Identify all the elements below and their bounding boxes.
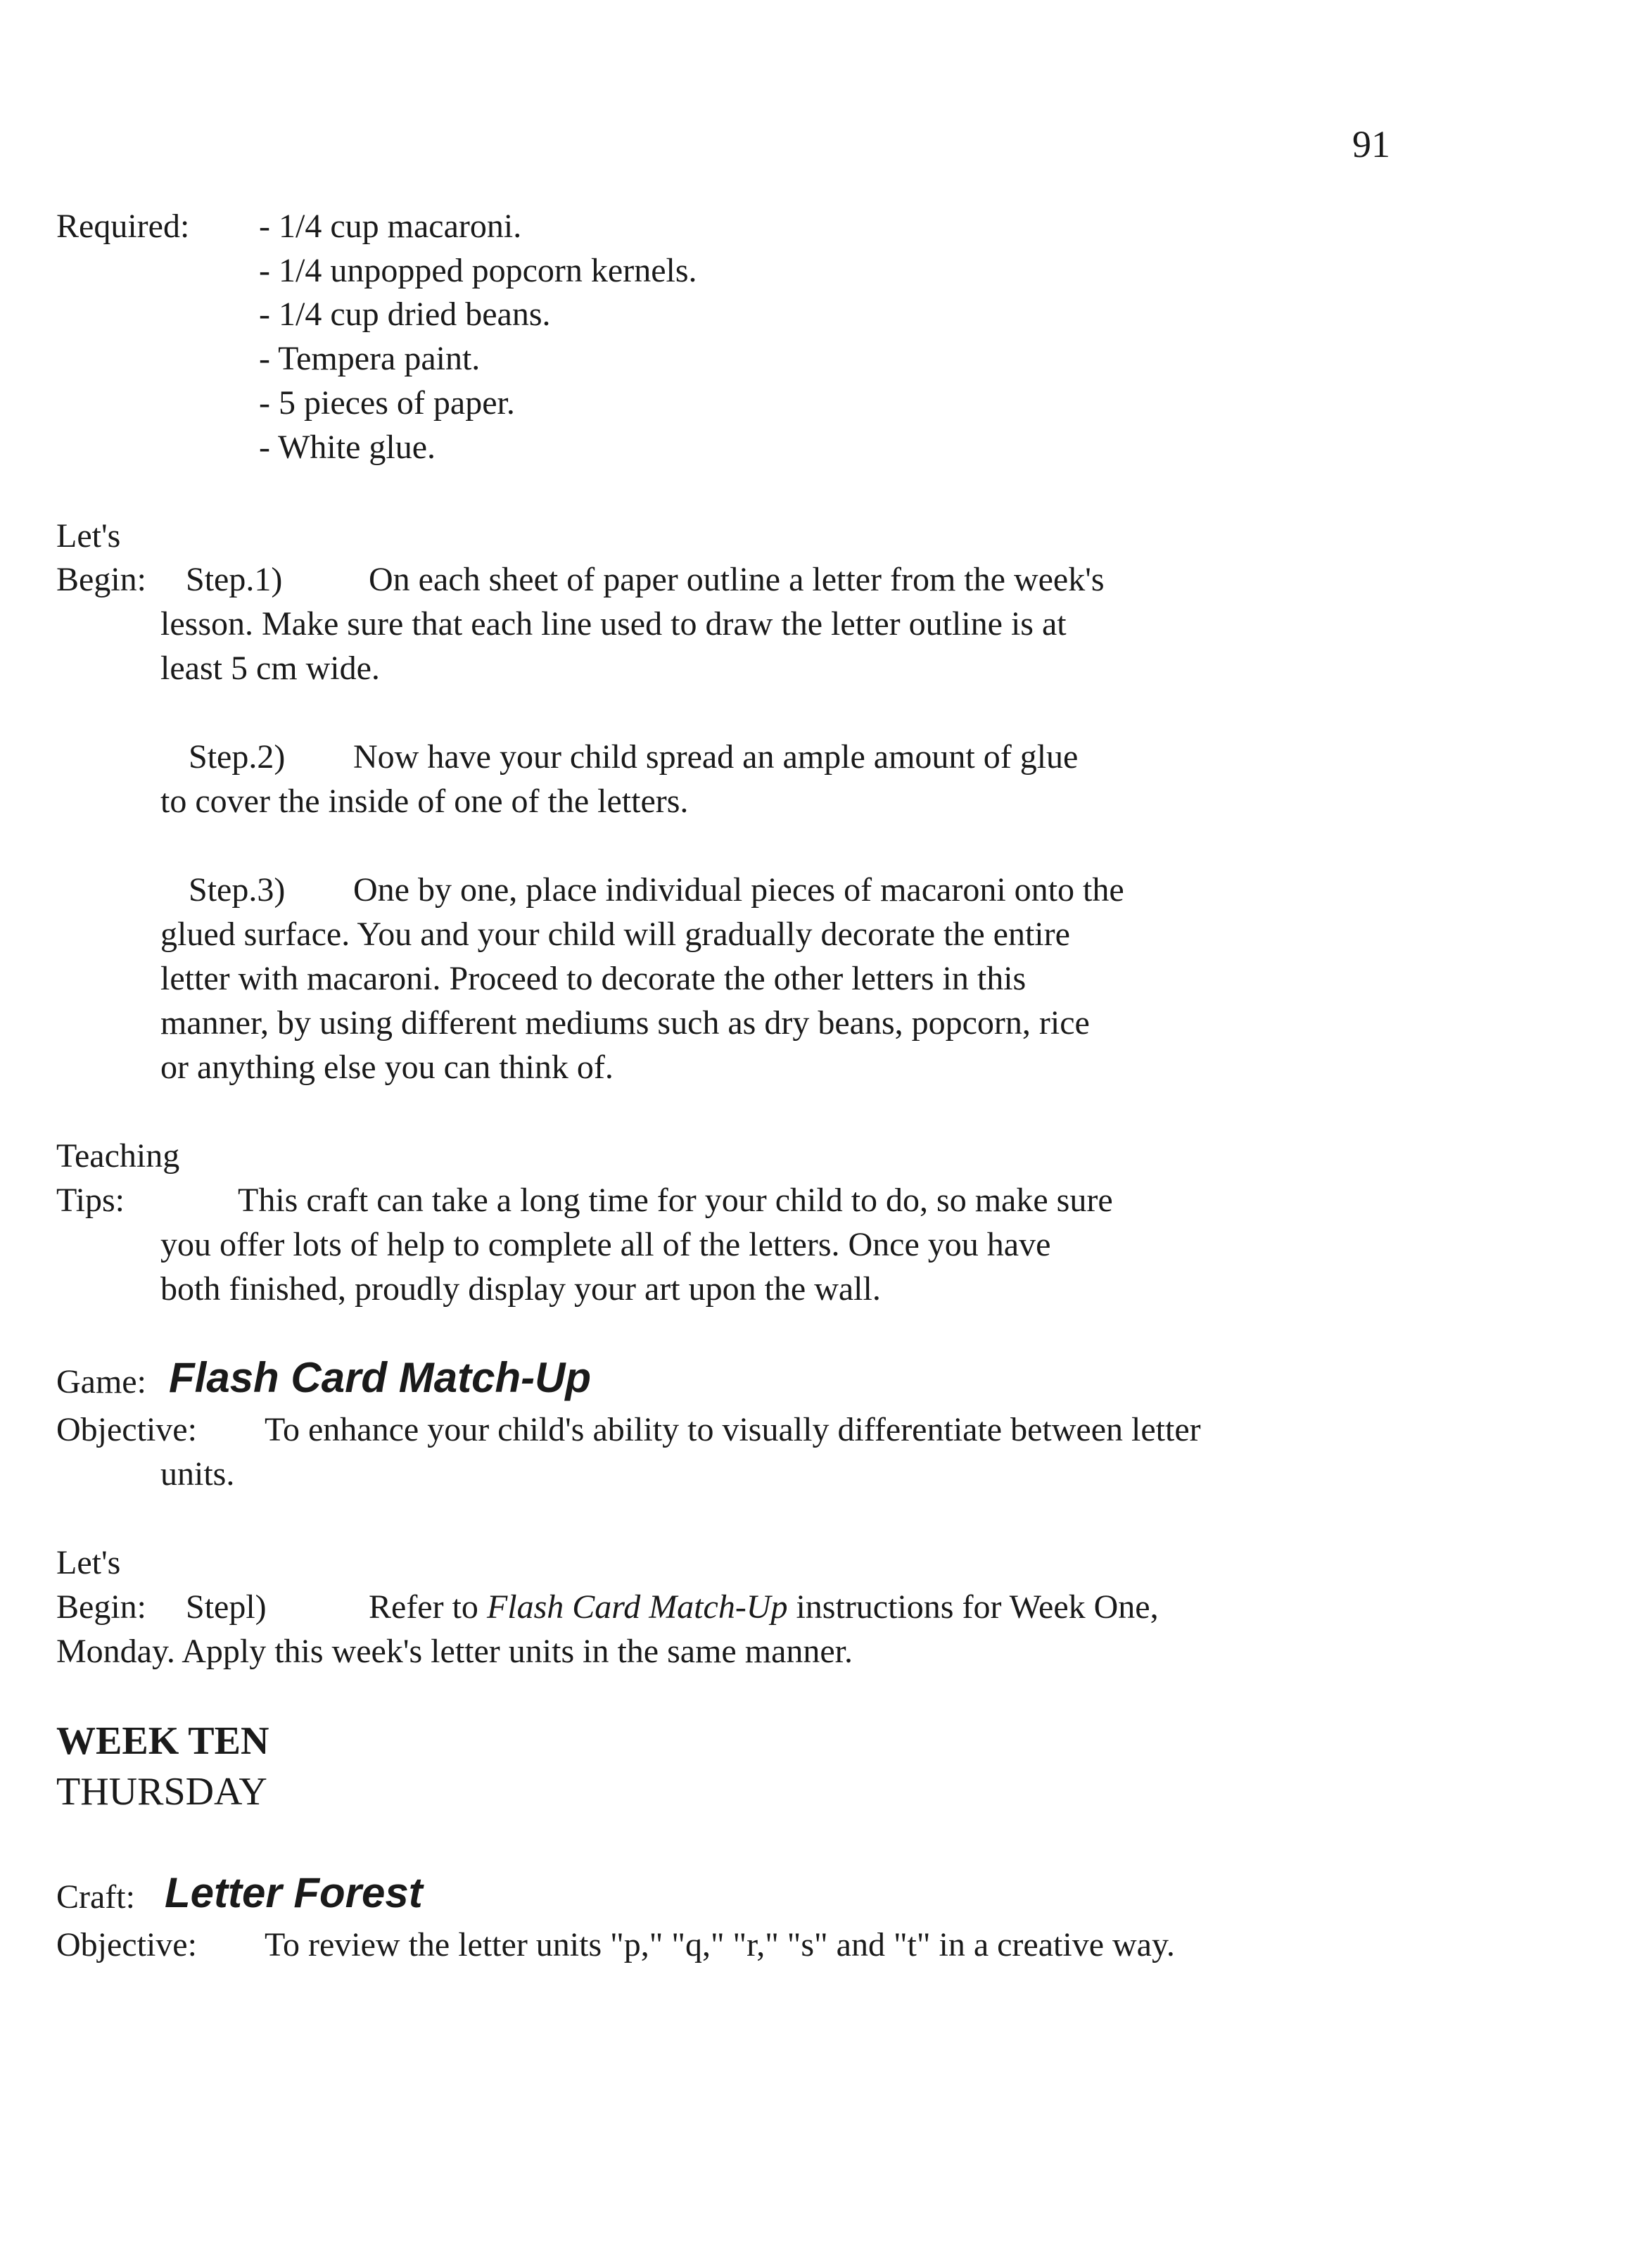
step1-text: least 5 cm wide. bbox=[160, 650, 380, 687]
step3-text: or anything else you can think of. bbox=[160, 1049, 614, 1086]
required-item: - 1/4 cup macaroni. bbox=[259, 208, 522, 245]
required-item: - 1/4 cup dried beans. bbox=[259, 296, 551, 333]
game-label: Game: bbox=[56, 1363, 146, 1400]
objective-text: units. bbox=[160, 1455, 235, 1493]
game-step-text-b: instructions for Week One, bbox=[796, 1588, 1159, 1626]
page-number: 91 bbox=[1352, 123, 1390, 165]
tips-text: both finished, proudly display your art upon the wall. bbox=[160, 1270, 881, 1308]
step3-text: glued surface. You and your child will gradually decorate the entire bbox=[160, 916, 1070, 953]
step1-text: On each sheet of paper outline a letter from the week's bbox=[369, 561, 1105, 598]
step2-label: Step.2) bbox=[189, 738, 286, 776]
step2-text: to cover the inside of one of the letters. bbox=[160, 783, 689, 820]
objective-text: To enhance your child's ability to visually differentiate between letter bbox=[265, 1411, 1201, 1448]
required-item: - White glue. bbox=[259, 429, 436, 466]
step2-text: Now have your child spread an ample amount of glue bbox=[353, 738, 1079, 776]
game-step-text-a: Refer to bbox=[369, 1588, 478, 1626]
objective-label: Objective: bbox=[56, 1926, 197, 1963]
step3-text: letter with macaroni. Proceed to decorate the other letters in this bbox=[160, 960, 1027, 997]
begin-label: Begin: bbox=[56, 1588, 146, 1626]
step3-text: One by one, place individual pieces of macaroni onto the bbox=[353, 871, 1124, 909]
game-step-label: Stepl) bbox=[186, 1588, 267, 1626]
game-step-text bbox=[369, 1590, 1159, 1624]
step3-text: manner, by using different mediums such as dry beans, popcorn, rice bbox=[160, 1004, 1090, 1042]
tips-label: Tips: bbox=[56, 1182, 125, 1219]
week-heading: WEEK TEN bbox=[56, 1719, 269, 1763]
required-item: - Tempera paint. bbox=[259, 340, 481, 377]
step1-label: Step.1) bbox=[186, 561, 283, 598]
game-title: Flash Card Match-Up bbox=[169, 1354, 592, 1401]
day-heading: THURSDAY bbox=[56, 1770, 267, 1814]
lets-label: Let's bbox=[56, 1544, 121, 1581]
required-item: - 1/4 unpopped popcorn kernels. bbox=[259, 252, 697, 289]
game-step-text: Monday. Apply this week's letter units in the same manner. bbox=[56, 1633, 853, 1670]
begin-label: Begin: bbox=[56, 561, 146, 598]
craft-label: Craft: bbox=[56, 1878, 135, 1916]
required-label: Required: bbox=[56, 208, 190, 245]
tips-text: This craft can take a long time for your child to do, so make sure bbox=[238, 1182, 1113, 1219]
teaching-label: Teaching bbox=[56, 1137, 180, 1175]
craft-title: Letter Forest bbox=[165, 1869, 423, 1916]
objective-text: To review the letter units "p," "q," "r," "s" and "t" in a creative way. bbox=[265, 1926, 1175, 1963]
objective-label: Objective: bbox=[56, 1411, 197, 1448]
lets-label: Let's bbox=[56, 517, 121, 555]
step3-label: Step.3) bbox=[189, 871, 286, 909]
step1-text: lesson. Make sure that each line used to draw the letter outline is at bbox=[160, 605, 1067, 643]
required-item: - 5 pieces of paper. bbox=[259, 384, 515, 422]
tips-text: you offer lots of help to complete all of the letters. Once you have bbox=[160, 1226, 1051, 1263]
game-step-text-italic: Flash Card Match-Up bbox=[486, 1588, 788, 1626]
